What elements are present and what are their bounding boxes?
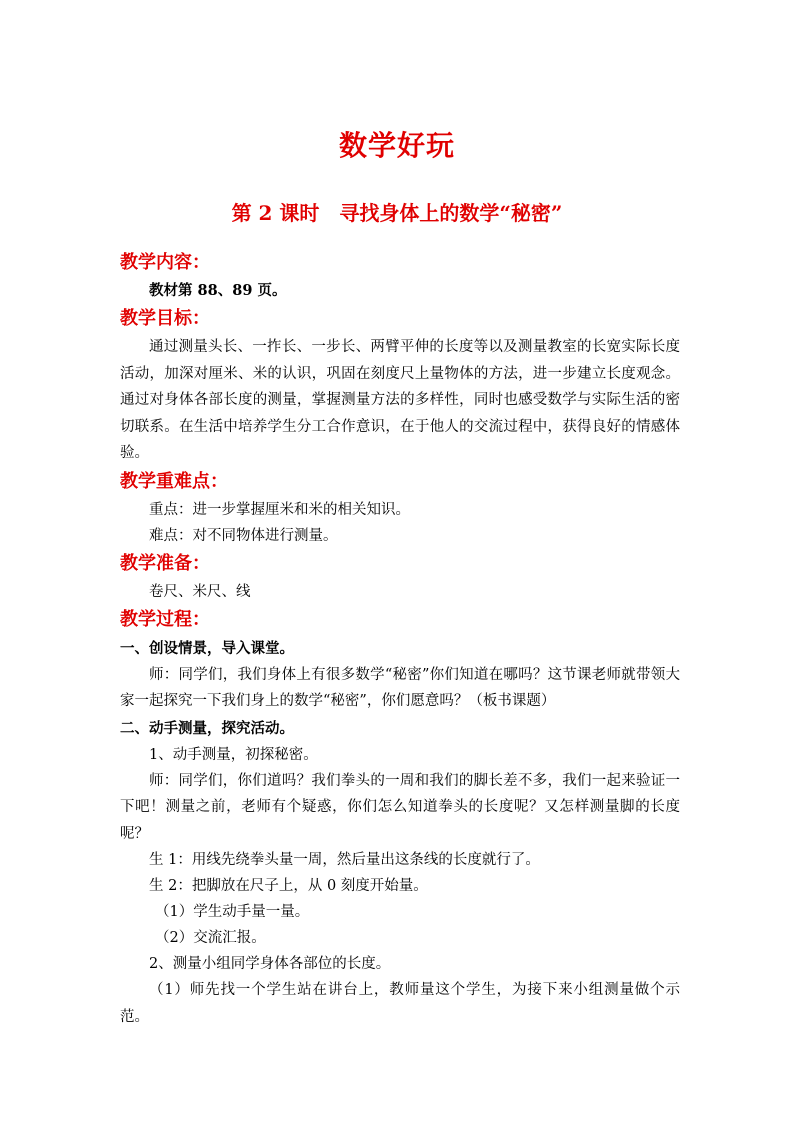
teaching-goals-text: 通过测量头长、一拃长、一步长、两臂平伸的长度等以及测量教室的长宽实际长度活动，加深对厘米、米的认识，巩固在刻度尺上量物体的方法，进一步建立长度观念。通过对身体各部长度的测量，掌握测量方法的多样性，同时也感受数学与实际生活的密切联系。在生活中培养学生分工合作意识，在于他人的交流过程中，获得良好的情感体验。 [120, 339, 680, 461]
sub-step-two: （2）交流汇报。 [155, 930, 266, 946]
step-two-sub-one: （1）师先找一个学生站在讲台上，教师量这个学生，为接下来小组测量做个示范。 [120, 982, 680, 1025]
teaching-goals-heading: 教学目标： [120, 308, 210, 329]
difficult-point-text: 难点：对不同物体进行测量。 [149, 527, 338, 544]
section-two-heading: 二、动手测量，探究活动。 [120, 719, 294, 737]
section-one-heading: 一、创设情景，导入课堂。 [120, 639, 294, 657]
teaching-content-text: 教材第 88、89 页。 [149, 282, 287, 299]
teaching-preparation-heading: 教学准备： [120, 552, 210, 574]
key-point-text: 重点：进一步掌握厘米和米的相关知识。 [149, 501, 410, 518]
step-one-heading: 1、动手测量，初探秘密。 [149, 746, 318, 763]
lesson-subtitle: 第 2 课时 寻找身体上的数学“秘密” [231, 201, 563, 225]
step-two-heading: 2、测量小组同学身体各部位的长度。 [149, 956, 391, 972]
document-title: 数学好玩 [338, 129, 455, 162]
teaching-content-heading: 教学内容： [120, 252, 210, 273]
teacher-question-text: 师：同学们，你们道吗？我们拳头的一周和我们的脚长差不多，我们一起来验证一下吧！测量之前，老师有个疑惑，你们怎么知道拳头的长度呢？又怎样测量脚的长度呢？ [120, 772, 680, 842]
section-one-text: 师：同学们，我们身体上有很多数学“秘密”你们知道在哪吗？这节课老师就带领大家一起探究一下我们身上的数学“秘密”，你们愿意吗？（板书课题） [120, 666, 680, 709]
student-one-answer: 生 1：用线先绕拳头量一周，然后量出这条线的长度就行了。 [149, 852, 540, 868]
student-two-answer: 生 2：把脚放在尺子上，从 0 刻度开始量。 [149, 878, 428, 894]
sub-step-one: （1）学生动手量一量。 [155, 904, 310, 920]
key-difficult-points-heading: 教学重难点： [120, 470, 228, 492]
teaching-preparation-text: 卷尺、米尺、线 [149, 583, 251, 600]
document-body [120, 248, 680, 1030]
teaching-process-heading: 教学过程： [120, 608, 210, 630]
